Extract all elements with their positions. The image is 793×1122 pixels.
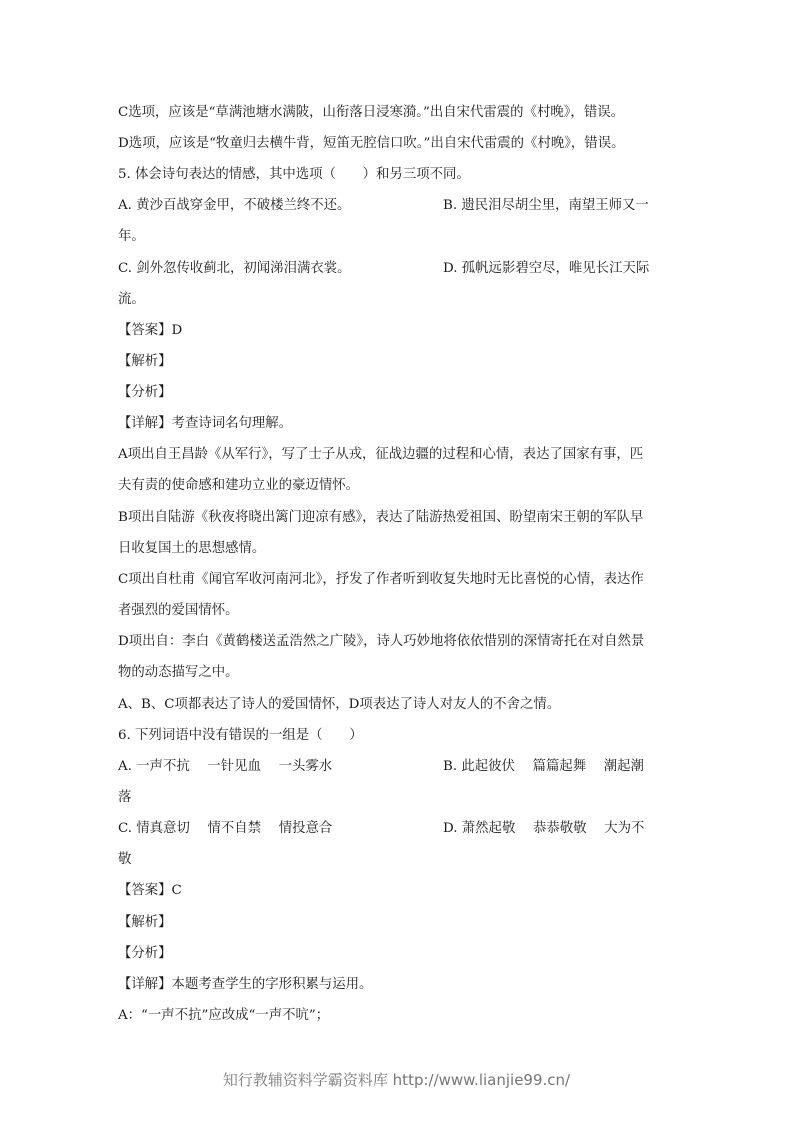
q5-detail: 【详解】考查诗词名句理解。 [118, 416, 293, 431]
q5-b-explain-line2: 日收复国土的思想感情。 [118, 541, 266, 556]
q4-option-c-note: C选项，应该是“草满池塘水满陂，山衔落日浸寒漪。”出自宋代雷震的《村晚》，错误。 [118, 105, 624, 120]
q5-summary: A、B、C项都表达了诗人的爱国情怀，D项表达了诗人对友人的不舍之情。 [118, 697, 561, 712]
q5-stem: 5. 体会诗句表达的情感，其中选项（ ）和另三项不同。 [118, 167, 470, 182]
q5-a-explain-line2: 夫有责的使命感和建功立业的豪迈情怀。 [118, 478, 360, 493]
q6-option-c: C. 情真意切 情不自禁 情投意合 [118, 821, 333, 836]
q5-answer: 【答案】D [118, 323, 183, 338]
q5-option-a: A. 黄沙百战穿金甲，不破楼兰终不还。 [118, 198, 351, 213]
q4-option-d-note: D选项，应该是“牧童归去横牛背，短笛无腔信口吹。”出自宋代雷震的《村晚》，错误。 [118, 136, 625, 151]
q5-c-explain-line2: 者强烈的爱国情怀。 [118, 603, 239, 618]
q5-option-c: C. 剑外忽传收蓟北，初闻涕泪满衣裳。 [118, 261, 351, 276]
footer-watermark[interactable]: 知行教辅资料学霸资料库 http://www.lianjie99.cn/ [222, 1071, 571, 1089]
q5-a-explain-line1: A项出自王昌龄《从军行》，写了士子从戎，征战边疆的过程和心情，表达了国家有事，匹 [118, 447, 644, 462]
q6-option-b: B. 此起彼伏 篇篇起舞 潮起潮 [443, 759, 644, 774]
q6-option-d: D. 萧然起敬 恭恭敬敬 大为不 [443, 821, 645, 836]
q5-fenxi-heading: 【分析】 [118, 385, 172, 400]
q6-fenxi-heading: 【分析】 [118, 946, 172, 961]
q5-option-b-wrap: 年。 [118, 229, 145, 244]
q5-option-d: D. 孤帆远影碧空尽，唯见长江天际 [443, 261, 650, 276]
q5-b-explain-line1: B项出自陆游《秋夜将晓出篱门迎凉有感》，表达了陆游热爱祖国、盼望南宋王朝的军队早 [118, 510, 644, 525]
q6-analysis-heading: 【解析】 [118, 915, 172, 930]
q6-option-a: A. 一声不抗 一针见血 一头雾水 [118, 759, 333, 774]
q5-d-explain-line1: D项出自：李白《黄鹤楼送孟浩然之广陵》，诗人巧妙地将依依惜别的深情寄托在对自然景 [118, 634, 645, 649]
q6-detail: 【详解】本题考查学生的字形积累与运用。 [118, 977, 373, 992]
q6-option-b-wrap: 落 [118, 790, 132, 805]
q5-option-d-wrap: 流。 [118, 292, 145, 307]
q6-option-d-wrap: 敬 [118, 852, 132, 867]
q5-analysis-heading: 【解析】 [118, 354, 172, 369]
q6-a-explain: A：“一声不抗”应改成“一声不吭”； [118, 1008, 330, 1023]
q6-stem: 6. 下列词语中没有错误的一组是（ ） [118, 728, 363, 743]
q6-answer: 【答案】C [118, 883, 182, 898]
q5-d-explain-line2: 物的动态描写之中。 [118, 665, 239, 680]
q5-c-explain-line1: C项出自杜甫《闻官军收河南河北》，抒发了作者听到收复失地时无比喜悦的心情，表达作 [118, 572, 644, 587]
q5-option-b: B. 遗民泪尽胡尘里，南望王师又一 [443, 198, 649, 213]
